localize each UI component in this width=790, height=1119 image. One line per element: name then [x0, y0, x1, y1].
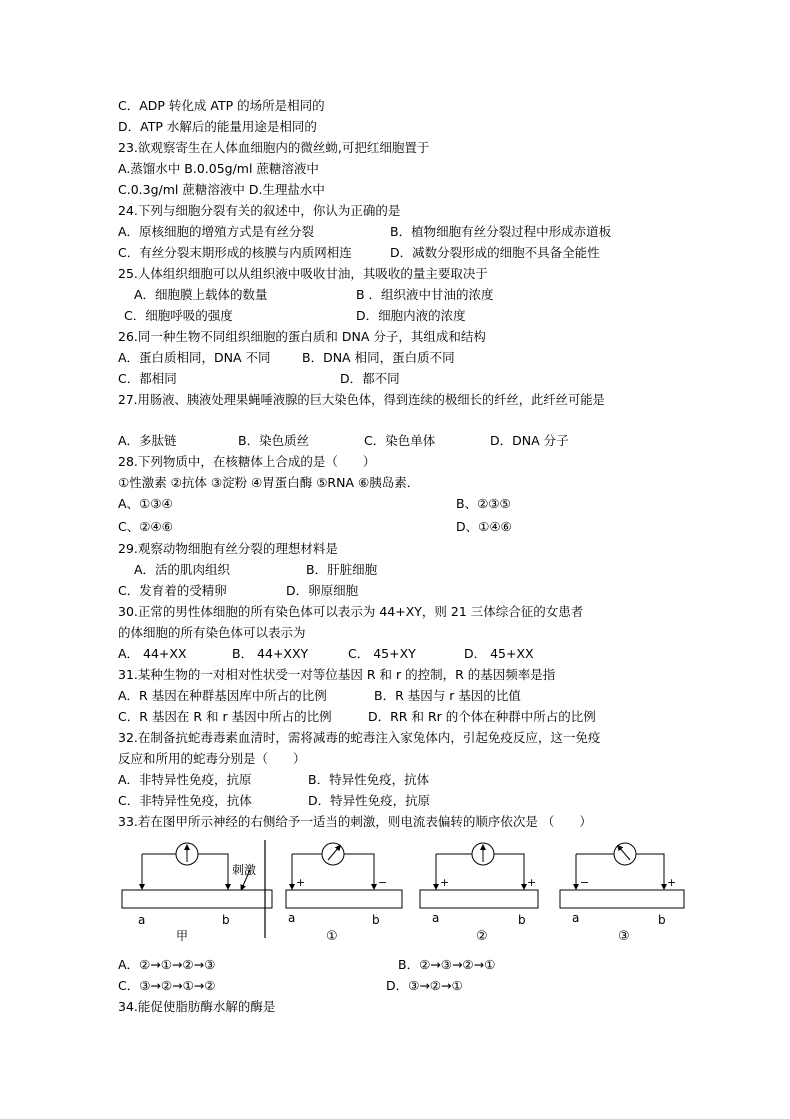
- question-26-row2: [118, 370, 400, 388]
- diagram-3: [560, 843, 684, 944]
- label-a: a: [432, 911, 440, 925]
- plus-sign: +: [296, 876, 306, 889]
- option-c: C．R 基因在 R 和 r 基因中所占的比例: [118, 709, 332, 724]
- question-25-row2: [124, 307, 466, 325]
- plus-sign: +: [527, 876, 537, 889]
- question-28-row1: [118, 495, 511, 513]
- option-b: B． 44+XXY: [232, 646, 309, 661]
- minus-sign: −: [378, 876, 388, 889]
- question-28-items: ①性激素 ②抗体 ③淀粉 ④胃蛋白酶 ⑤RNA ⑥胰岛素．: [118, 475, 420, 490]
- question-32-stem: 32.在制备抗蛇毒毒素血清时，需将减毒的蛇毒注入家兔体内，引起免疫反应，这一免疫: [118, 730, 601, 745]
- option-d: D．DNA 分子: [490, 433, 569, 448]
- option-b: B．DNA 相同，蛋白质不同: [302, 350, 455, 365]
- diagram-jia: [122, 843, 272, 943]
- question-27-stem: 27.用肠液、胰液处理果蝇唾液腺的巨大染色体，得到连续的极细长的纤丝，此纤丝可能是: [118, 393, 605, 407]
- label-a: a: [138, 913, 146, 927]
- question-23-options-cd: C.0.3g/ml 蔗糖溶液中 D.生理盐水中: [118, 182, 325, 197]
- option-line: C．ADP 转化成 ATP 的场所是相同的: [118, 98, 325, 113]
- question-29-row1: [134, 561, 378, 579]
- option-a: A．非特异性免疫，抗原: [118, 772, 252, 787]
- question-28-stem: 28.下列物质中，在核糖体上合成的是（ ）: [118, 454, 376, 469]
- option-a: A．原核细胞的增殖方式是有丝分裂: [118, 224, 315, 239]
- plus-sign: +: [667, 876, 677, 889]
- question-26-stem: 26.同一种生物不同组织细胞的蛋白质和 DNA 分子，其组成和结构: [118, 329, 486, 344]
- option-d: D、①④⑥: [456, 519, 512, 534]
- option-a: A．细胞膜上载体的数量: [134, 287, 268, 302]
- option-c: C．非特异性免疫，抗体: [118, 793, 252, 808]
- question-31-stem: 31.某种生物的一对相对性状受一对等位基因 R 和 r 的控制，R 的基因频率是指: [118, 667, 556, 682]
- question-32-row1: [118, 771, 430, 789]
- question-33-row1: [118, 956, 496, 974]
- option-b: B ．组织液中甘油的浓度: [356, 287, 494, 302]
- option-a: A．活的肌肉组织: [134, 562, 231, 577]
- label-b: b: [518, 913, 526, 927]
- diagram-2: [420, 843, 538, 944]
- caption-1: ①: [326, 929, 338, 944]
- option-c: C． 45+XY: [348, 646, 416, 661]
- question-24-row2: [118, 244, 600, 262]
- question-23-options-ab: A.蒸馏水中 B.0.05g/ml 蔗糖溶液中: [118, 161, 319, 176]
- option-b: B、②③⑤: [456, 496, 511, 511]
- question-32-row2: [118, 792, 431, 810]
- option-c: C、②④⑥: [118, 519, 173, 534]
- stimulus-label: 刺激: [232, 863, 257, 877]
- question-33-stem: 33.若在图甲所示神经的右侧给予一适当的刺激，则电流表偏转的顺序依次是 （ ）: [118, 814, 592, 829]
- option-b: B．R 基因与 r 基因的比值: [374, 688, 521, 703]
- question-29-stem: 29.观察动物细胞有丝分裂的理想材料是: [118, 541, 338, 556]
- question-23-stem: 23.欲观察寄生在人体血细胞内的微丝蚴,可把红细胞置于: [118, 140, 430, 155]
- label-b: b: [658, 913, 666, 927]
- option-a: A．R 基因在种群基因库中所占的比例: [118, 688, 327, 703]
- question-29-row2: [118, 582, 359, 600]
- option-c: C．发育着的受精卵: [118, 583, 227, 598]
- option-a: A．②→①→②→③: [118, 957, 216, 972]
- label-b: b: [372, 913, 380, 927]
- option-d: D． 45+XX: [464, 646, 534, 661]
- option-b: B．染色质丝: [238, 433, 310, 448]
- question-31-row2: [118, 708, 596, 726]
- question-25-row1: [134, 286, 494, 304]
- question-30-stem: 30.正常的男性体细胞的所有染色体可以表示为 44+XY，则 21 三体综合征的女患者: [118, 604, 584, 619]
- option-d: D．③→②→①: [386, 978, 463, 993]
- option-d: D．减数分裂形成的细胞不具备全能性: [390, 245, 600, 260]
- option-d: D．细胞内液的浓度: [356, 308, 466, 323]
- caption-3: ③: [618, 929, 630, 944]
- diagram-1: [286, 843, 402, 944]
- question-24-stem: 24.下列与细胞分裂有关的叙述中，你认为正确的是: [118, 203, 401, 218]
- label-a: a: [572, 911, 580, 925]
- option-d: D．卵原细胞: [286, 583, 359, 598]
- option-d: D．都不同: [340, 371, 400, 386]
- option-b: B．②→③→②→①: [398, 957, 496, 972]
- question-33-row2: [118, 977, 463, 995]
- option-d: D．特异性免疫，抗原: [308, 793, 431, 808]
- question-30-stem-cont: 的体细胞的所有染色体可以表示为: [118, 625, 306, 640]
- question-28-row2: [118, 518, 512, 536]
- option-b: B．肝脏细胞: [306, 562, 378, 577]
- question-34-stem: 34.能促使脂肪酶水解的酶是: [118, 999, 276, 1014]
- option-a: A．多肽链: [118, 433, 177, 448]
- option-line: D．ATP 水解后的能量用途是相同的: [118, 119, 317, 134]
- question-24-row1: [118, 223, 612, 241]
- nerve-galvanometer-figure: [110, 832, 710, 947]
- question-27-options: [118, 432, 569, 450]
- option-a: A、①③④: [118, 496, 173, 511]
- option-c: C．染色单体: [364, 433, 436, 448]
- question-30-options: [118, 645, 534, 663]
- option-a: A． 44+XX: [118, 646, 187, 661]
- option-c: C．细胞呼吸的强度: [124, 308, 233, 323]
- option-c: C．都相同: [118, 371, 177, 386]
- caption-2: ②: [476, 929, 488, 944]
- option-b: B．植物细胞有丝分裂过程中形成赤道板: [390, 224, 612, 239]
- question-26-row1: [118, 349, 455, 367]
- option-c: C．有丝分裂末期形成的核膜与内质网相连: [118, 245, 352, 260]
- question-32-stem-cont: 反应和所用的蛇毒分别是（ ）: [118, 751, 306, 766]
- label-b: b: [222, 913, 230, 927]
- plus-sign: +: [440, 876, 450, 889]
- option-d: D．RR 和 Rr 的个体在种群中所占的比例: [368, 709, 596, 724]
- question-31-row1: [118, 687, 521, 705]
- minus-sign: −: [580, 876, 590, 889]
- option-c: C．③→②→①→②: [118, 978, 216, 993]
- label-a: a: [288, 911, 296, 925]
- question-25-stem: 25.人体组织细胞可以从组织液中吸收甘油，其吸收的量主要取决于: [118, 266, 488, 281]
- option-b: B．特异性免疫，抗体: [308, 772, 430, 787]
- caption-jia: 甲: [176, 929, 189, 943]
- option-a: A．蛋白质相同，DNA 不同: [118, 350, 271, 365]
